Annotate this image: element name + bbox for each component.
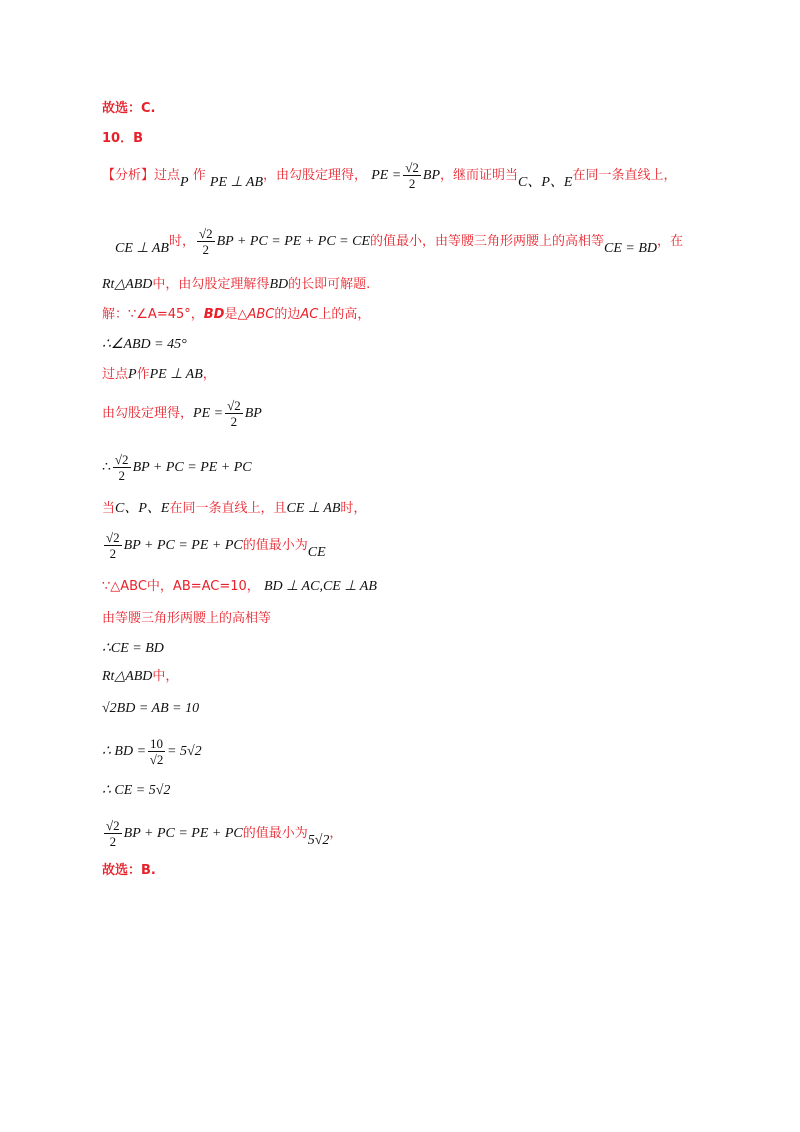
solution-bd-value	[102, 736, 202, 767]
fraction-10-over-sqrt2	[148, 736, 165, 767]
fraction-sqrt2-over-2-e	[104, 530, 122, 561]
tong-text: 在同一条直线上，且	[169, 501, 287, 516]
ce-bd-text: ∴CE = BD	[102, 641, 164, 656]
fraction-den: √2	[149, 752, 164, 767]
analysis-text-4: 在同一条直线上，	[572, 168, 677, 183]
therefore-symbol: ∴	[102, 460, 111, 475]
analysis-text-6: 中，由勾股定理解得	[152, 277, 270, 292]
fraction-den: 2	[109, 546, 117, 561]
fraction-den: 2	[118, 468, 125, 483]
fraction-num: 10	[150, 736, 164, 751]
bp: BP	[422, 168, 441, 183]
answer-c	[102, 100, 155, 118]
five-sqrt2-text: 5√2	[307, 833, 330, 848]
jie-text-3: 的边	[274, 307, 301, 322]
zai-text: ，在	[657, 234, 684, 249]
fraction-num: √2	[227, 398, 241, 413]
abc: ABC	[247, 307, 275, 322]
eq3-text: BP + PC = PE + PC	[123, 826, 243, 841]
min-text: 的值最小为	[242, 538, 308, 553]
fraction-num: √2	[198, 226, 213, 241]
point-p: P	[180, 175, 189, 190]
question-number	[102, 130, 143, 148]
solution-line-1	[102, 306, 370, 324]
bd-perp-text: BD ⊥ AC,CE ⊥ AB	[263, 579, 377, 594]
solution-ce-value	[102, 782, 170, 800]
solution-collinear	[102, 500, 366, 518]
fraction-num: √2	[106, 818, 120, 833]
shi-text: 时，	[168, 234, 195, 249]
solution-sqrt2bd	[102, 700, 199, 718]
pe-perp-ab-2: PE ⊥ AB	[149, 367, 203, 382]
abd-45-text: ∴∠ABD = 45°	[102, 337, 187, 352]
analysis-text-1: 过点	[154, 168, 181, 183]
ce-text: CE	[307, 545, 326, 560]
ce-5sqrt2-text: ∴ CE = 5√2	[102, 783, 171, 798]
question-number-text: 10．B	[102, 131, 143, 146]
ce-perp-ab: CE ⊥ AB	[115, 241, 169, 256]
fraction-sqrt2-over-2-c	[225, 398, 243, 429]
jie-text-2: 是△	[224, 307, 248, 322]
fraction-den: 2	[202, 242, 210, 257]
pe-eq-2: PE =	[193, 406, 224, 421]
pe-eq: PE =	[371, 168, 402, 183]
min2-text: 的值最小为	[242, 826, 308, 841]
solution-because	[102, 578, 377, 596]
fraction-den: 2	[408, 176, 416, 191]
jie-bd: BD	[203, 307, 225, 322]
fraction-sqrt2-over-2-b	[197, 226, 215, 257]
analysis-text-2: ，由勾股定理得，	[263, 168, 368, 183]
fraction-num: √2	[106, 530, 120, 545]
fraction-sqrt2-over-2	[403, 160, 421, 191]
final-answer-text: 故选：B.	[102, 863, 156, 878]
solution-gougu	[102, 398, 262, 429]
solution-dengyao	[102, 610, 271, 628]
zhong-text: 中，	[152, 669, 179, 684]
analysis-line-1	[102, 160, 677, 191]
bp-2: BP	[244, 406, 262, 421]
therefore-eq-text: BP + PC = PE + PC	[132, 460, 252, 475]
eq2-text: BP + PC = PE + PC	[123, 538, 243, 553]
fraction-num: √2	[114, 452, 129, 467]
guo-text: 过点	[102, 367, 129, 382]
solution-min-ce	[102, 530, 326, 561]
bd-eq-text: ∴ BD =	[102, 744, 147, 759]
analysis-text-3: ，继而证明当	[440, 168, 519, 183]
pe-perp-ab: PE ⊥ AB	[209, 175, 264, 190]
solution-ce-bd	[102, 640, 164, 658]
bd: BD	[269, 277, 289, 292]
dang-text: 当	[102, 501, 116, 516]
solution-abd-45	[102, 336, 187, 354]
eq-5sqrt2-text: = 5√2	[167, 744, 202, 759]
rt-abd: Rt△ABD	[102, 277, 153, 292]
eq-chain: BP + PC = PE + PC = CE	[216, 234, 371, 249]
fraction-sqrt2-over-2-f	[104, 818, 122, 849]
gougu-text: 由勾股定理得，	[102, 406, 194, 421]
jie-text-4: 上的高，	[318, 307, 371, 322]
ac: AC	[300, 307, 319, 322]
point-p-2: P	[128, 367, 137, 382]
answer-c-text: 故选：C.	[102, 101, 156, 116]
because-text: ∵△ABC中，AB=AC=10，	[102, 579, 260, 594]
solution-min-final	[102, 818, 342, 849]
jie-text: 解：∵∠A=45°，	[102, 307, 204, 322]
analysis-text-5: 的值最小，由等腰三角形两腰上的高相等	[370, 234, 605, 249]
analysis-line-2-content	[102, 226, 683, 257]
analysis-line-3	[102, 276, 370, 294]
comma-text: ，	[329, 826, 343, 841]
fraction-den: 2	[109, 834, 117, 849]
ce-eq-bd: CE = BD	[604, 241, 658, 256]
rt-abd-2: Rt△ABD	[102, 669, 153, 684]
zuo-text: 作	[192, 168, 206, 183]
fraction-den: 2	[230, 414, 238, 429]
shi-text-2: 时，	[340, 501, 367, 516]
analysis-text-7: 的长即可解题.	[288, 277, 371, 292]
zuo-text-2: 作	[136, 367, 150, 382]
analysis-tag: 【分析】	[102, 168, 155, 183]
solution-therefore-eq	[102, 452, 252, 483]
final-answer	[102, 862, 156, 880]
dengyao-text: 由等腰三角形两腰上的高相等	[102, 611, 272, 626]
sqrt2bd-text: √2BD = AB = 10	[102, 701, 200, 716]
fraction-sqrt2-over-2-d	[113, 452, 131, 483]
fraction-num: √2	[405, 160, 419, 175]
cpe: C、P、E	[518, 175, 573, 190]
cpe-2: C、P、E	[115, 501, 170, 516]
solution-rt	[102, 668, 178, 686]
ce-ab-2: CE ⊥ AB	[286, 501, 341, 516]
solution-draw-pe: 过点P作PE ⊥ AB，	[102, 367, 216, 382]
